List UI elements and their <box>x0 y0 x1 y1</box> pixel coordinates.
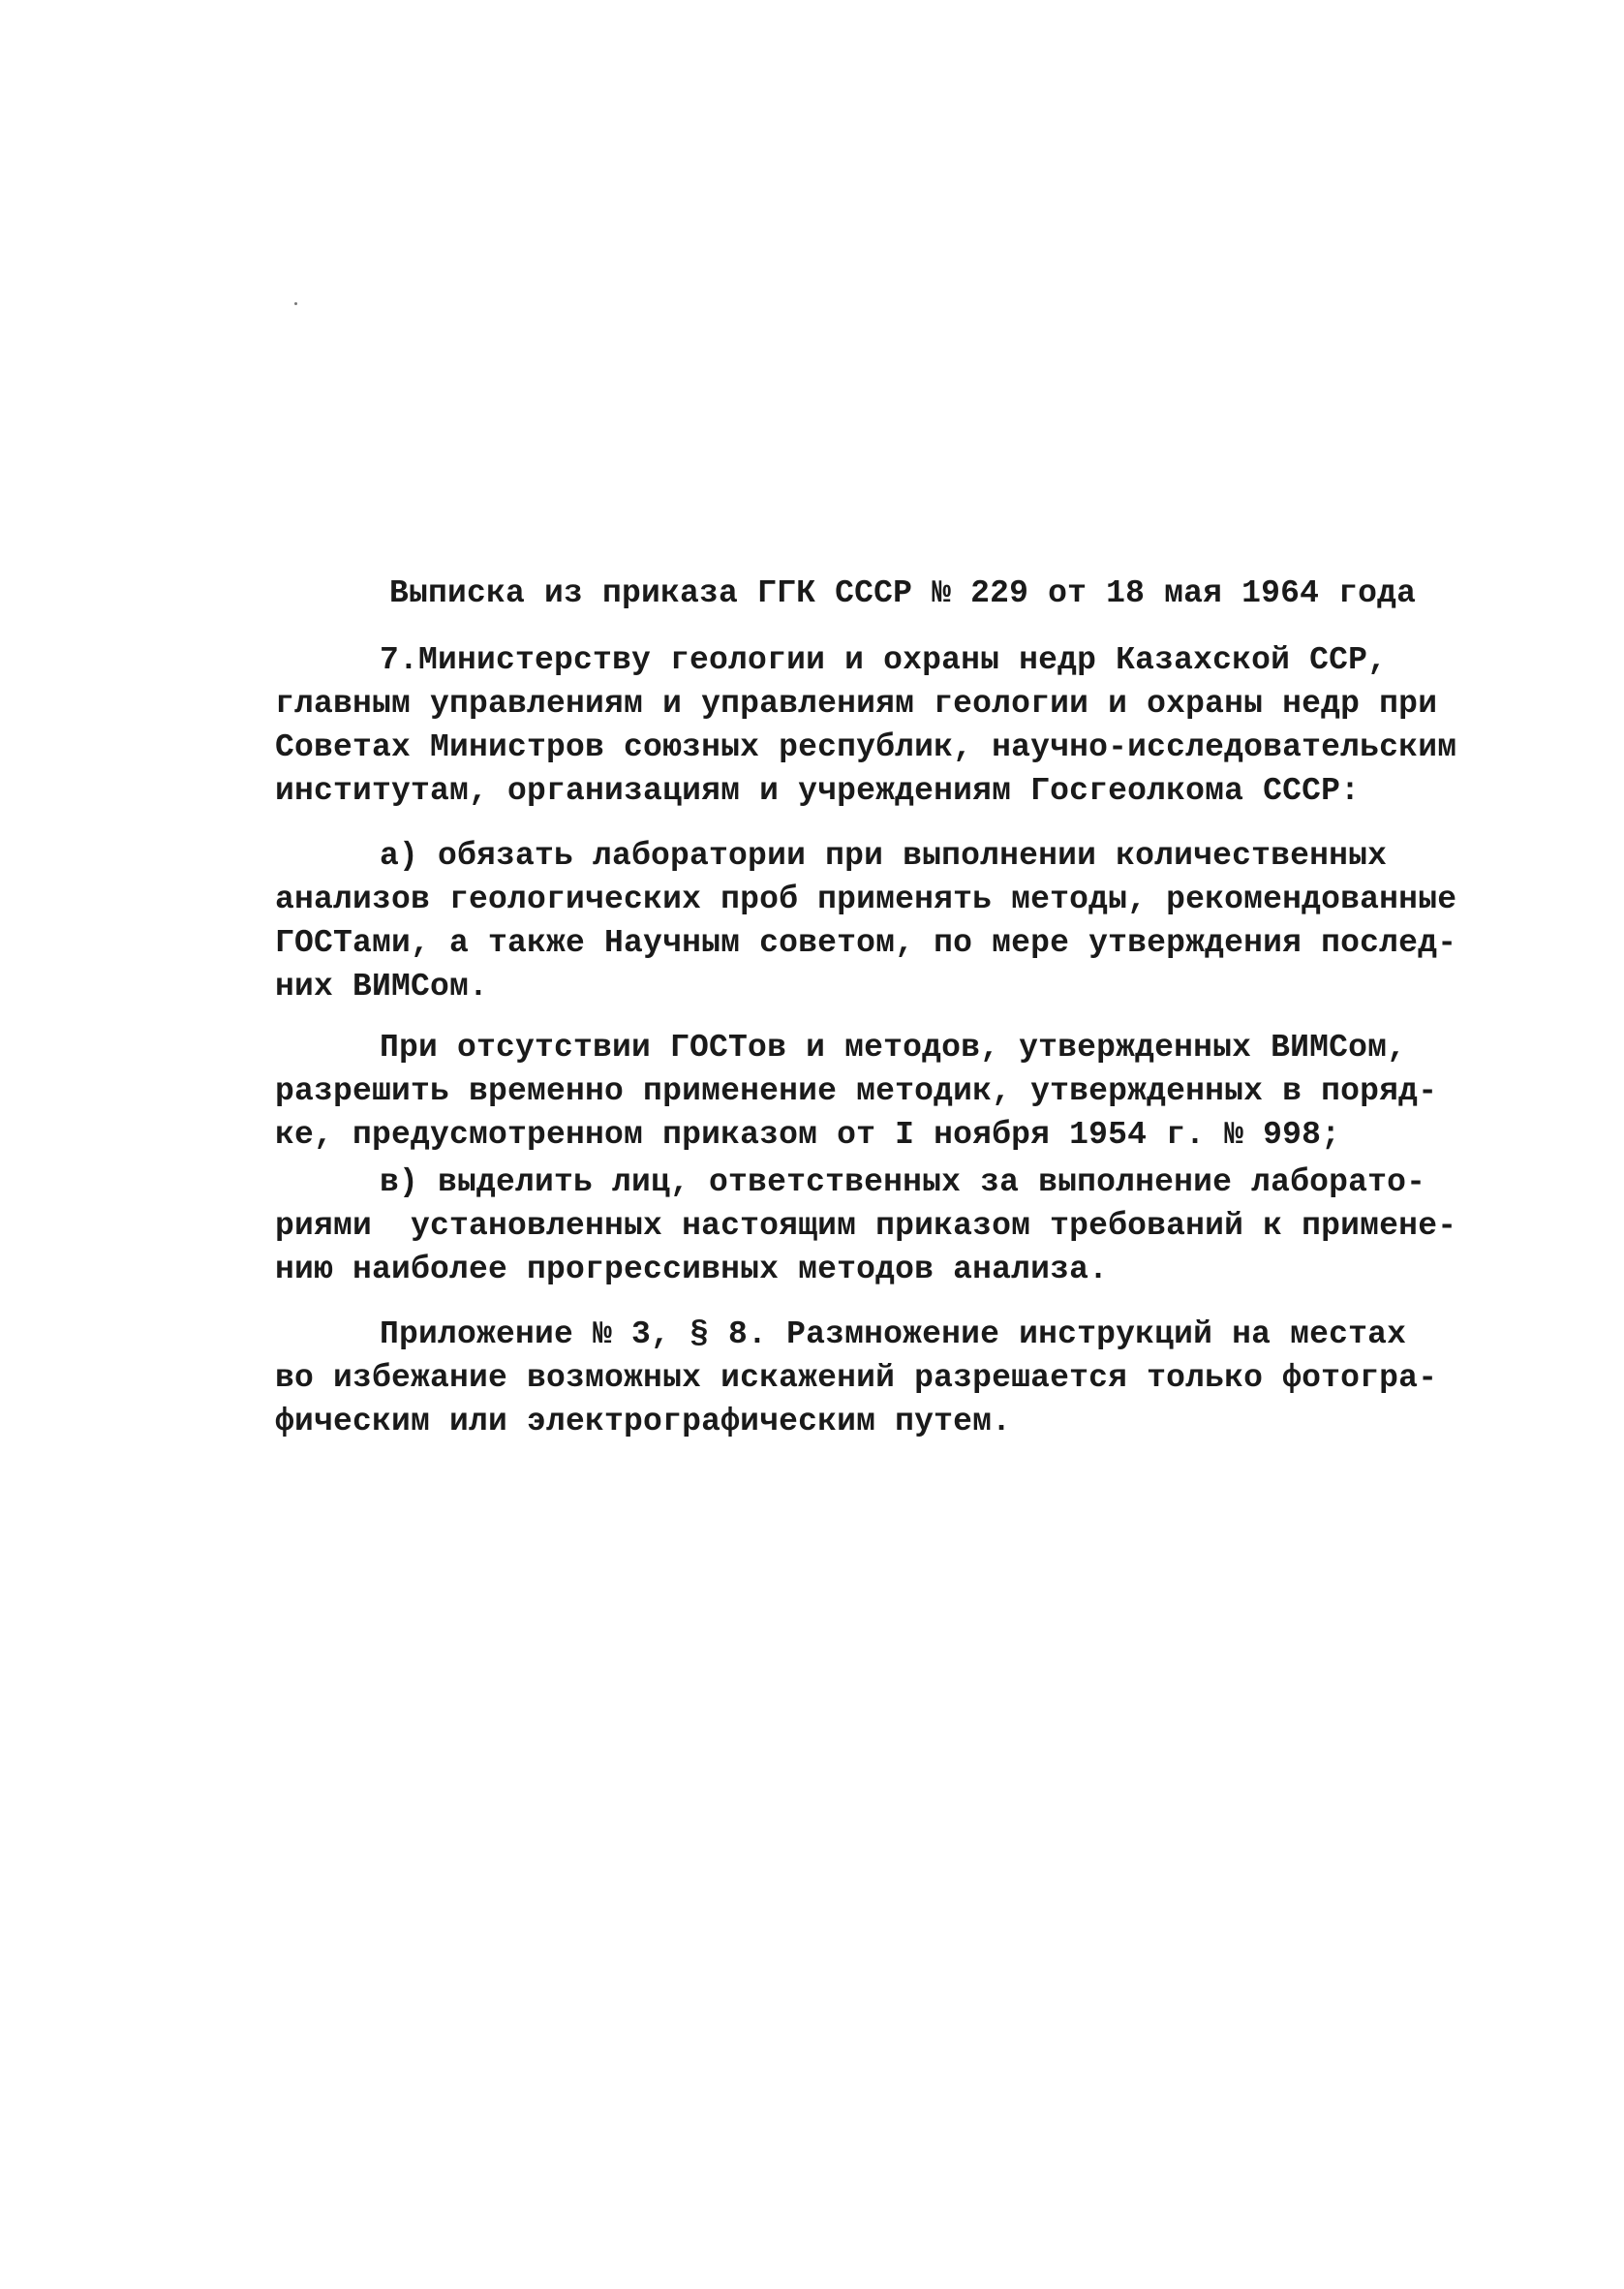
text-line: них ВИМСом. <box>275 969 489 1005</box>
text-line: нию наиболее прогрессивных методов анализа. <box>275 1252 1109 1287</box>
text-line: а) обязать лаборатории при выполнении количественных <box>380 838 1388 874</box>
text-line: При отсутствии ГОСТов и методов, утвержденных ВИМСом, <box>380 1030 1407 1066</box>
text-line: анализов геологических проб применять методы, рекомендованные <box>275 882 1457 917</box>
paragraph-7 <box>275 638 1457 813</box>
spacer <box>275 615 1398 638</box>
text-line: во избежание возможных искажений разрешается только фотогра- <box>275 1360 1438 1396</box>
text-line: разрешить временно применение методик, утвержденных в поряд- <box>275 1073 1438 1109</box>
text-line: риями установленных настоящим приказом требований к примене- <box>275 1208 1457 1244</box>
item-b-intro <box>275 1026 1438 1157</box>
item-v <box>275 1160 1457 1291</box>
spacer <box>275 813 1398 834</box>
text-line: главным управлениям и управлениям геологии и охраны недр при <box>275 686 1438 722</box>
document-body <box>275 572 1457 1443</box>
text-line: Приложение № 3, § 8. Размножение инструкций на местах <box>380 1316 1407 1352</box>
text-line: фическим или электрографическим путем. <box>275 1404 1012 1439</box>
text-line: в) выделить лиц, ответственных за выполнение лаборато- <box>380 1164 1426 1200</box>
spacer <box>275 1291 1398 1313</box>
text-line: 7.Министерству геологии и охраны недр Казахской ССР, <box>380 642 1388 678</box>
text-line: институтам, организациям и учреждениям Госгеолкома СССР: <box>275 773 1361 809</box>
appendix-note <box>275 1313 1438 1443</box>
text-line: Советах Министров союзных республик, научно-исследовательским <box>275 729 1457 765</box>
scan-speck <box>294 302 297 305</box>
text-line: ке, предусмотренном приказом от I ноября 1954 г. № 998; <box>275 1117 1341 1153</box>
text-line: ГОСТами, а также Научным советом, по мере утверждения послед- <box>275 925 1457 961</box>
spacer <box>275 1008 1398 1026</box>
item-a <box>275 834 1457 1008</box>
document-title: Выписка из приказа ГГК СССР № 229 от 18 мая 1964 года <box>389 575 1417 611</box>
